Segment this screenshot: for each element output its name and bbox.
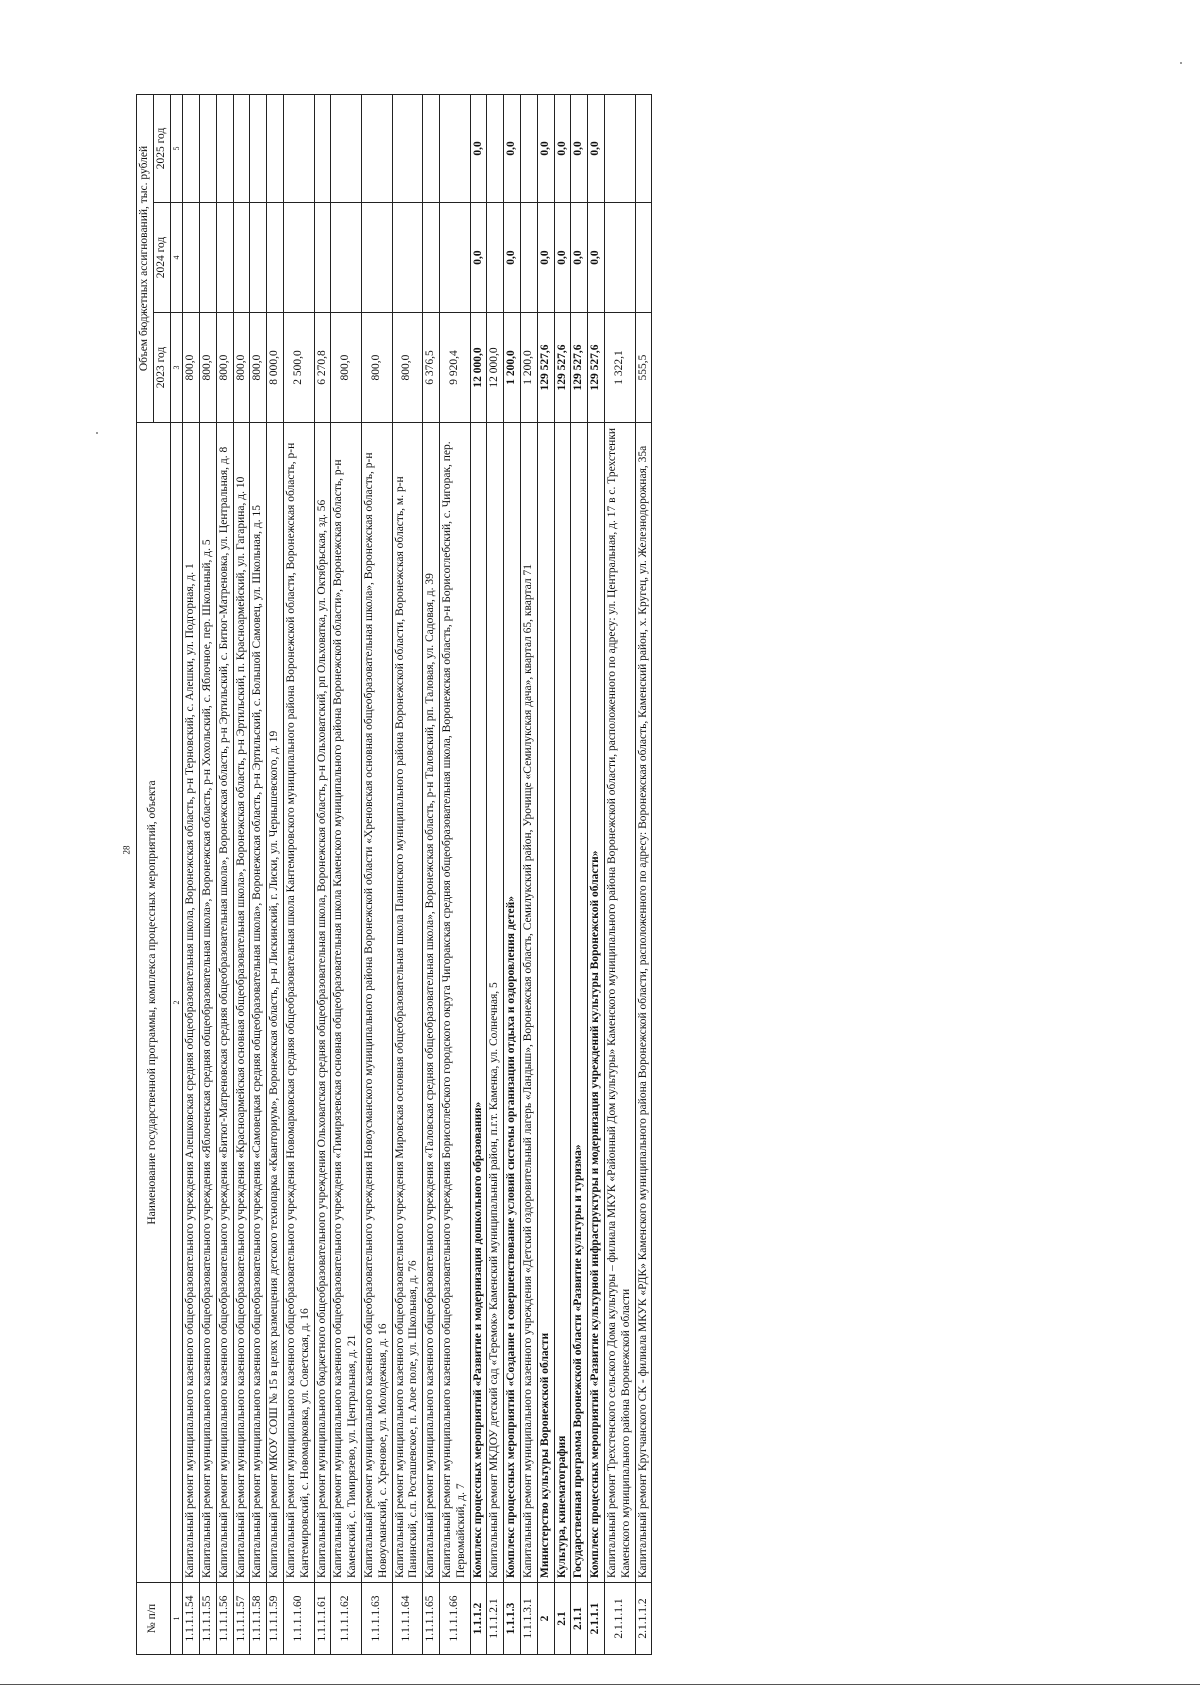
row-value-2025 (520, 94, 537, 202)
table-body (183, 94, 652, 1654)
table-row (504, 94, 521, 1654)
row-value-2025 (250, 94, 267, 202)
row-name: Капитальный ремонт муниципального казенного общеобразовательного учреждения «Тимирязевская основная общеобразовательная школа Каменского муниципального района Воронежской области», Воронежская область, р-н Каменский, с. Тимирязево, ул. Центральная, д. 21 (331, 423, 362, 1583)
row-value-2025 (314, 94, 331, 202)
row-name: Капитальный ремонт муниципального казенного общеобразовательного учреждения Новомарковская средняя общеобразовательная школа Кантемировского муниципального района Воронежской области, Воронежская область, р-н Кантемировский, с. Новомарковка, ул. Советская, д. 16 (283, 423, 314, 1583)
row-value-2025: 0,0 (588, 94, 605, 202)
row-value-2023: 12 000,0 (487, 313, 504, 423)
row-value-2025: 0,0 (571, 94, 588, 202)
row-value-2023: 6 376,5 (423, 313, 440, 423)
header-year-2025: 2025 год (153, 94, 170, 202)
row-number: 2.1 (554, 1583, 571, 1655)
row-name: Капитальный ремонт муниципального казенного общеобразовательного учреждения Мировская основная общеобразовательная школа Панинского муниципального района Воронежской области, Воронежская область, м. р-н Панинский, с.п. Росташевское, п. Алое поле, ул. Школьная, д. 76 (392, 423, 423, 1583)
row-name: Государственная программа Воронежской области «Развитие культуры и туризма» (571, 423, 588, 1583)
row-value-2024: 0,0 (504, 203, 521, 313)
row-value-2025 (283, 94, 314, 202)
row-number: 1.1.1.1.56 (216, 1583, 233, 1655)
header-name: Наименование государственной программы, комплекса процессных мероприятий, объекта (137, 423, 171, 1583)
row-value-2024 (216, 203, 233, 313)
row-name: Капитальный ремонт муниципального бюджетного общеобразовательного учреждения Ольховатская средняя общеобразовательная школа, Воронежская область, р-н Ольховатский, рп Ольховатка, ул. Октябрьская, зд. 56 (314, 423, 331, 1583)
row-value-2024 (635, 203, 652, 313)
row-name: Капитальный ремонт МКДОУ детский сад «Теремок» Каменский муниципальный район, п.г.т. Каменка, ул. Солнечная, 5 (487, 423, 504, 1583)
table-row (470, 94, 487, 1654)
table-row (487, 94, 504, 1654)
row-number: 2.1.1.1 (588, 1583, 605, 1655)
table-row (537, 94, 554, 1654)
row-value-2023: 8 000,0 (267, 313, 284, 423)
row-value-2023: 9 920,4 (439, 313, 470, 423)
scan-speck (1180, 62, 1182, 64)
row-name: Капитальный ремонт МКОУ СОШ № 15 в целях размещения детского технопарка «Кванториум», Воронежская область, р-н Лискинский, г. Лиски, ул. Чернышевского, д. 19 (267, 423, 284, 1583)
row-value-2025 (423, 94, 440, 202)
table-row (361, 94, 392, 1654)
row-name: Капитальный ремонт муниципального казенного общеобразовательного учреждения Борисоглебского городского округа Чигоракская средняя общеобразовательная школа, Воронежская область, р-н Борисоглебский, с. Чигорак, пер. Первомайский, д. 7 (439, 423, 470, 1583)
table-row (392, 94, 423, 1654)
header-index-1: 1 (170, 1583, 183, 1655)
row-value-2024: 0,0 (571, 203, 588, 313)
row-number: 1.1.1.1.59 (267, 1583, 284, 1655)
table-row (283, 94, 314, 1654)
table-row (267, 94, 284, 1654)
row-value-2025 (267, 94, 284, 202)
row-number: 1.1.1.1.64 (392, 1583, 423, 1655)
row-value-2024 (520, 203, 537, 313)
row-name: Капитальный ремонт муниципального казенного общеобразовательного учреждения «Яблоченская средняя общеобразовательная школа», Воронежская область, р-н Хохольский, с. Яблочное, пер. Школьный, д. 5 (199, 423, 216, 1583)
row-value-2025 (183, 94, 200, 202)
row-number: 2.1.1.1.2 (635, 1583, 652, 1655)
row-value-2024 (314, 203, 331, 313)
row-name: Капитальный ремонт муниципального казенного общеобразовательного учреждения «Самовецкая средняя общеобразовательная школа», Воронежская область, р-н Эртильский, с. Большой Самовец, ул. Школьная, д. 15 (250, 423, 267, 1583)
header-index-3: 3 (170, 313, 183, 423)
header-year-2023: 2023 год (153, 313, 170, 423)
row-value-2024: 0,0 (470, 203, 487, 313)
row-value-2023: 129 527,6 (571, 313, 588, 423)
header-index-4: 4 (170, 203, 183, 313)
row-value-2024 (487, 203, 504, 313)
row-value-2025 (392, 94, 423, 202)
row-value-2024 (423, 203, 440, 313)
row-value-2023: 800,0 (199, 313, 216, 423)
row-value-2023: 1 200,0 (520, 313, 537, 423)
row-number: 1.1.1.1.61 (314, 1583, 331, 1655)
row-value-2024: 0,0 (588, 203, 605, 313)
row-value-2023: 800,0 (233, 313, 250, 423)
row-value-2023: 800,0 (392, 313, 423, 423)
scan-edge-line (0, 1684, 1200, 1685)
row-name: Капитальный ремонт муниципального казенного общеобразовательного учреждения Новоусманского муниципального района Воронежской области «Хреновская основная общеобразовательная школа», Воронежская область, р-н Новоусманский, с. Хреновое, ул. Молодежная, д. 16 (361, 423, 392, 1583)
table-row (588, 94, 605, 1654)
row-number: 1.1.1.3.1 (520, 1583, 537, 1655)
row-number: 1.1.1.3 (504, 1583, 521, 1655)
table-row (520, 94, 537, 1654)
row-value-2025 (635, 94, 652, 202)
row-value-2025 (233, 94, 250, 202)
table-row (183, 94, 200, 1654)
row-name: Комплекс процессных мероприятий «Развитие культурной инфраструктуры и модернизация учреждений культуры Воронежской области» (588, 423, 605, 1583)
table-row (635, 94, 652, 1654)
row-number: 1.1.1.1.65 (423, 1583, 440, 1655)
row-value-2024 (199, 203, 216, 313)
row-value-2024 (439, 203, 470, 313)
row-value-2023: 129 527,6 (537, 313, 554, 423)
header-index-2: 2 (170, 423, 183, 1583)
table-row (423, 94, 440, 1654)
row-name: Комплекс процессных мероприятий «Создание и совершенствование условий системы организации отдыха и оздоровления детей» (504, 423, 521, 1583)
row-value-2023: 800,0 (183, 313, 200, 423)
row-name: Капитальный ремонт муниципального казенного общеобразовательного учреждения Алешковская средняя общеобразовательная школа, Воронежская область, р-н Терновский, с. Алешки, ул. Подгорная, д. 1 (183, 423, 200, 1583)
header-num: № п/п (137, 1583, 171, 1655)
row-value-2024 (183, 203, 200, 313)
row-name: Культура, кинематография (554, 423, 571, 1583)
row-value-2025: 0,0 (554, 94, 571, 202)
page-number: 28 (121, 845, 132, 855)
table-row (233, 94, 250, 1654)
row-value-2024 (331, 203, 362, 313)
row-value-2025: 0,0 (537, 94, 554, 202)
row-number: 1.1.1.1.57 (233, 1583, 250, 1655)
row-number: 1.1.1.1.60 (283, 1583, 314, 1655)
table-row (604, 94, 635, 1654)
row-name: Капитальный ремонт муниципального казенного общеобразовательного учреждения «Таловская средняя общеобразовательная школа», Воронежская область, р-н Таловский, рп. Таловая, ул. Садовая, д. 39 (423, 423, 440, 1583)
budget-table (136, 94, 652, 1655)
row-value-2024 (283, 203, 314, 313)
row-value-2025 (439, 94, 470, 202)
table-row (250, 94, 267, 1654)
row-number: 1.1.1.1.63 (361, 1583, 392, 1655)
row-value-2024 (267, 203, 284, 313)
row-value-2023: 129 527,6 (554, 313, 571, 423)
table-row (199, 94, 216, 1654)
row-name: Капитальный ремонт муниципального казенного общеобразовательного учреждения «Красноармейская основная общеобразовательная школа», Воронежская область, р-н Эртильский, п. Красноармейский, ул. Гагарина, д. 10 (233, 423, 250, 1583)
rotated-table-wrapper (136, 95, 1200, 1655)
header-index-5: 5 (170, 94, 183, 202)
row-value-2024 (604, 203, 635, 313)
row-value-2024 (250, 203, 267, 313)
row-value-2024 (361, 203, 392, 313)
row-number: 1.1.1.1.54 (183, 1583, 200, 1655)
row-value-2023: 800,0 (331, 313, 362, 423)
row-value-2023: 555,5 (635, 313, 652, 423)
row-value-2025 (199, 94, 216, 202)
row-value-2025 (216, 94, 233, 202)
row-value-2024 (233, 203, 250, 313)
row-name: Комплекс процессных мероприятий «Развитие и модернизация дошкольного образования» (470, 423, 487, 1583)
table-row (314, 94, 331, 1654)
row-value-2023: 1 322,1 (604, 313, 635, 423)
row-number: 2.1.1.1.1 (604, 1583, 635, 1655)
row-number: 1.1.1.1.66 (439, 1583, 470, 1655)
row-value-2023: 12 000,0 (470, 313, 487, 423)
row-number: 1.1.1.2.1 (487, 1583, 504, 1655)
row-value-2023: 800,0 (361, 313, 392, 423)
row-value-2025 (331, 94, 362, 202)
scan-speck (96, 432, 98, 434)
row-value-2023: 800,0 (216, 313, 233, 423)
row-value-2023: 2 500,0 (283, 313, 314, 423)
row-value-2025 (487, 94, 504, 202)
row-value-2024: 0,0 (554, 203, 571, 313)
header-budget: Объем бюджетных ассигнований, тыс. рублей (137, 94, 154, 422)
row-value-2024: 0,0 (537, 203, 554, 313)
row-name: Капитальный ремонт Трехстенского сельского Дома культуры – филиала МКУК «Районный Дом культуры» Каменского муниципального района Воронежской области, расположенного по адресу: ул. Центральная, д. 17 в с. Трехстенки Каменского муниципального района Воронежской области (604, 423, 635, 1583)
row-name: Капитальный ремонт Кругчанского СК - филиала МКУК «РДК» Каменского муниципального района Воронежской области, расположенного по адресу: Воронежская область, Каменский район, х. Кругец, ул. Железнодорожная, 35а (635, 423, 652, 1583)
table-row (216, 94, 233, 1654)
row-number: 2 (537, 1583, 554, 1655)
row-number: 2.1.1 (571, 1583, 588, 1655)
row-number: 1.1.1.2 (470, 1583, 487, 1655)
row-value-2025: 0,0 (504, 94, 521, 202)
table-row (439, 94, 470, 1654)
row-value-2023: 800,0 (250, 313, 267, 423)
row-value-2025 (361, 94, 392, 202)
table-row (554, 94, 571, 1654)
row-name: Капитальный ремонт муниципального казенного общеобразовательного учреждения «Битюг-Матреновская средняя общеобразовательная школа», Воронежская область, р-н Эртильский, с. Битюг-Матреновка, ул. Центральная, д. 8 (216, 423, 233, 1583)
row-number: 1.1.1.1.55 (199, 1583, 216, 1655)
header-year-2024: 2024 год (153, 203, 170, 313)
row-number: 1.1.1.1.62 (331, 1583, 362, 1655)
row-number: 1.1.1.1.58 (250, 1583, 267, 1655)
row-value-2025 (604, 94, 635, 202)
row-value-2024 (392, 203, 423, 313)
row-value-2023: 6 270,8 (314, 313, 331, 423)
row-value-2023: 1 200,0 (504, 313, 521, 423)
row-value-2023: 129 527,6 (588, 313, 605, 423)
row-name: Министерство культуры Воронежской области (537, 423, 554, 1583)
table-row (571, 94, 588, 1654)
row-value-2025: 0,0 (470, 94, 487, 202)
row-name: Капитальный ремонт муниципального казенного учреждения «Детский оздоровительный лагерь «Ландыш», Воронежская область, Семилукский район, Урочище «Семилукская дача», квартал 65, квартал 71 (520, 423, 537, 1583)
table-row (331, 94, 362, 1654)
